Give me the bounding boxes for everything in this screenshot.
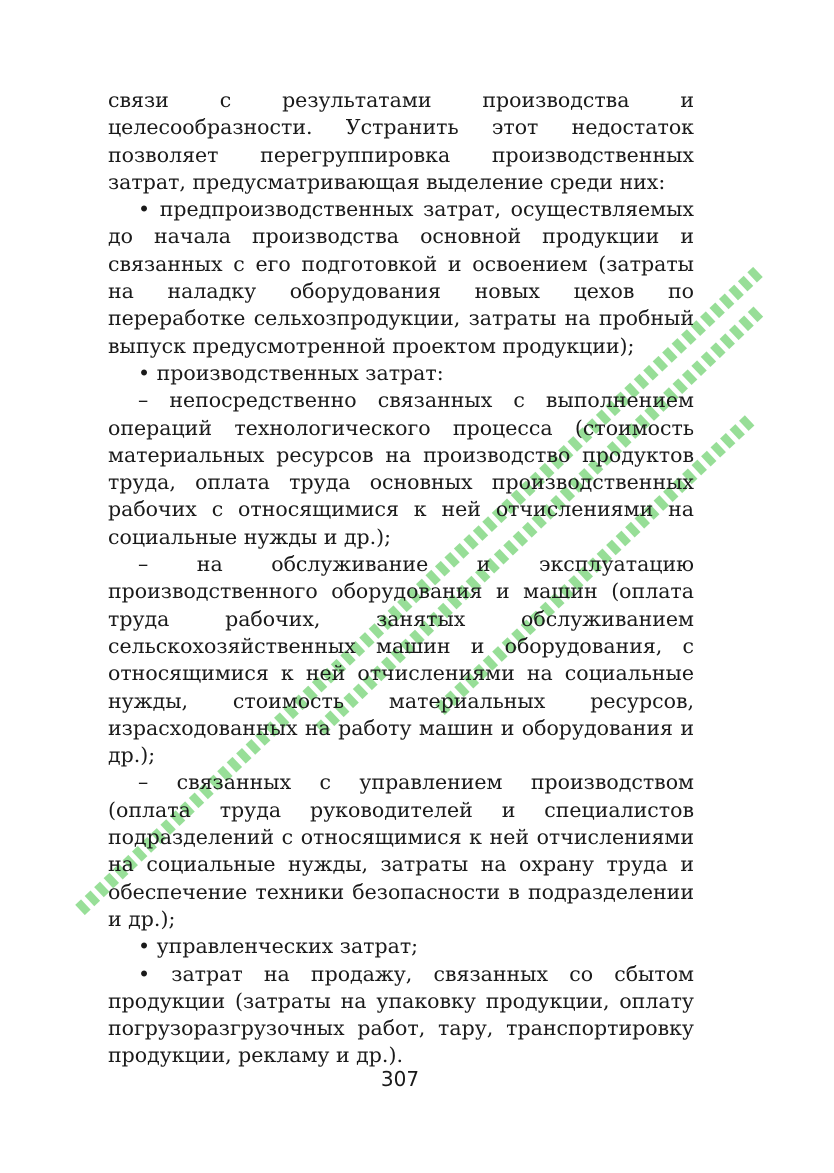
dash-production-management: – связанных с управлением производством (оплата труда руководителей и специалистов подразделений с относящимися к ней отчислениями на социальные нужды, затраты на охрану труда и обеспечение техники безопасности в подразделении и др.); (108, 770, 694, 931)
page-number: 307 (380, 1067, 420, 1091)
bullet-sales-costs: • затрат на продажу, связанных со сбытом продукции (затраты на упаковку продукции, оплату погрузоразгрузочных работ, тару, транспортировку продукции, рекламу и др.). (108, 961, 694, 1068)
bullet-preproduction-costs: • предпроизводственных затрат, осуществляемых до начала производства основной продукции и связанных с его подготовкой и освоением (затраты на наладку оборудования новых цехов по переработке сельхозпродукции, затраты на пробный выпуск предусмотренной проектом продукции); (108, 197, 694, 358)
main-text (108, 87, 694, 1070)
bullet-management-costs: • управленческих затрат; (138, 934, 419, 959)
dash-equipment-maintenance: – на обслуживание и эксплуатацию производственного оборудования и машин (оплата труда рабочих, занятых обслуживанием сельскохозяйственных машин и оборудования, с относящимися к ней отчислениями на социальные нужды, стоимость материальных ресурсов, израсходованных на работу машин и оборудования и др.); (108, 552, 694, 768)
dash-technological-process: – непосредственно связанных с выполнением операций технологического процесса (стоимость материальных ресурсов на производство продуктов труда, оплата труда основных производственных рабочих с относящимися к ней отчислениями на социальные нужды и др.); (108, 388, 694, 549)
paragraph-intro: связи с результатами производства и целесообразности. Устранить этот недостаток позволяет перегруппировка производственных затрат, предусматривающая выделение среди них: (108, 88, 694, 194)
bullet-production-costs: • производственных затрат: (138, 360, 444, 385)
